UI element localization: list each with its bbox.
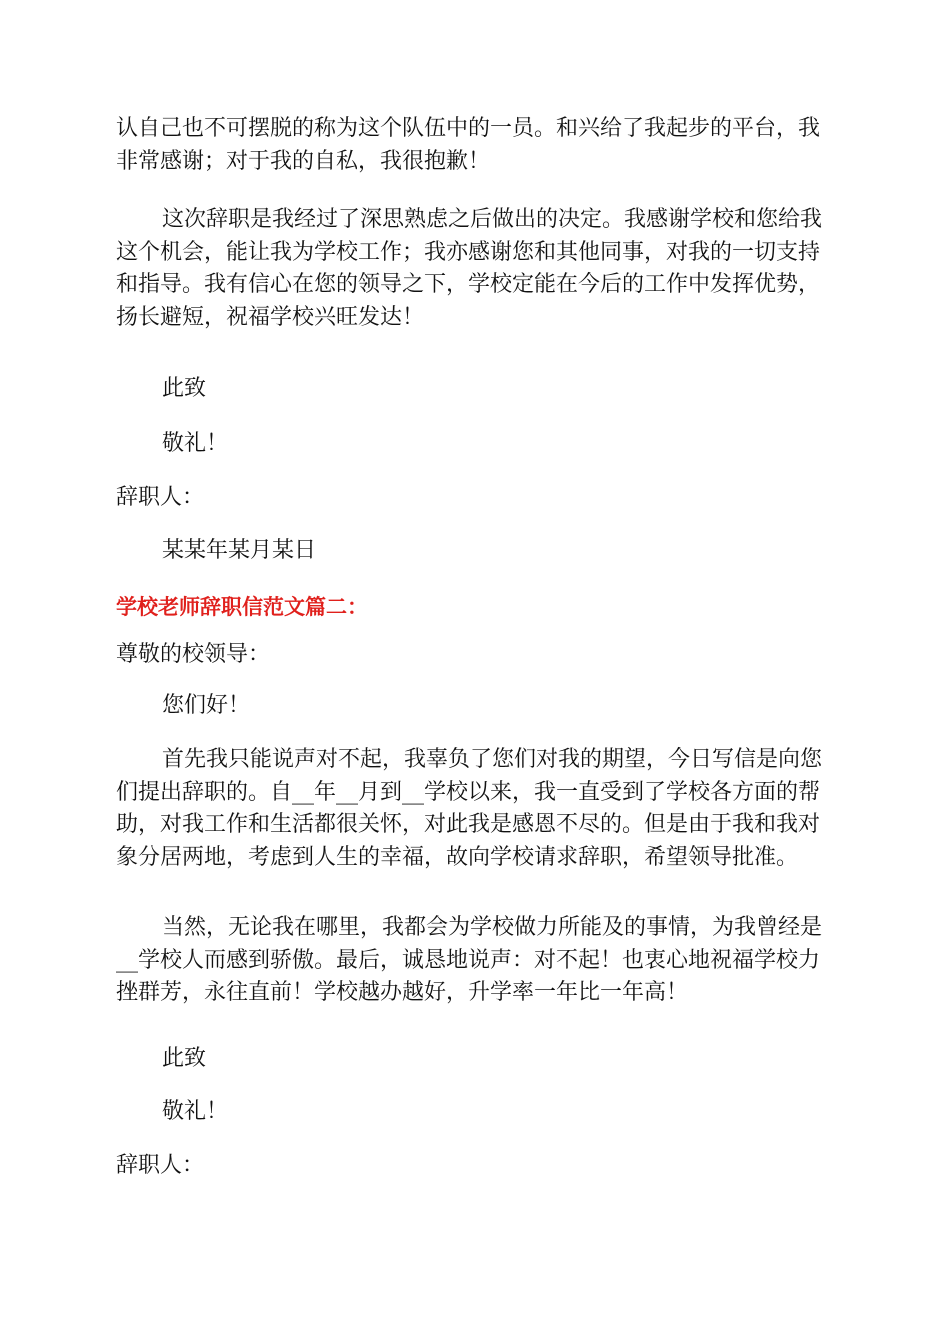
paragraph-decision	[116, 204, 836, 334]
text-line: 非常感谢；对于我的自私，我很抱歉！	[116, 148, 491, 174]
text-line: 助，对我工作和生活都很关怀，对此我是感恩不尽的。但是由于我和我对	[116, 812, 821, 837]
text-line: 当然，无论我在哪里，我都会为学校做力所能及的事情，为我曾经是	[162, 915, 823, 940]
paragraph-farewell	[116, 912, 836, 1010]
signer-label: 辞职人：	[116, 1153, 205, 1178]
text-line: 们提出辞职的。自__年__月到__学校以来，我一直受到了学校各方面的帮	[116, 779, 821, 805]
text-line: 认自己也不可摆脱的称为这个队伍中的一员。和兴给了我起步的平台，我	[116, 116, 821, 141]
date-line: 某某年某月某日	[162, 538, 317, 563]
signer-label: 辞职人：	[116, 485, 205, 510]
closing-line-2: 敬礼！	[162, 1099, 229, 1124]
text-line: __学校人而感到骄傲。最后，诚恳地说声：对不起！也衷心地祝福学校力	[116, 947, 821, 973]
text-line: 首先我只能说声对不起，我辜负了您们对我的期望，今日写信是向您	[162, 747, 823, 772]
salutation: 尊敬的校领导：	[116, 642, 271, 667]
paragraph-continuation	[116, 113, 836, 178]
text-line: 这次辞职是我经过了深思熟虑之后做出的决定。我感谢学校和您给我	[162, 207, 823, 232]
text-line: 和指导。我有信心在您的领导之下，学校定能在今后的工作中发挥优势，	[116, 272, 821, 297]
greeting: 您们好！	[162, 693, 251, 718]
text-line: 这个机会，能让我为学校工作；我亦感谢您和其他同事，对我的一切支持	[116, 239, 821, 265]
section-heading: 学校老师辞职信范文篇二：	[116, 595, 368, 619]
closing-line-1: 此致	[162, 1046, 207, 1071]
text-line: 扬长避短，祝福学校兴旺发达！	[116, 304, 425, 330]
closing-line-2: 敬礼！	[162, 431, 229, 456]
closing-line-1: 此致	[162, 376, 207, 401]
text-line: 挫群芳，永往直前！学校越办越好，升学率一年比一年高！	[116, 980, 689, 1005]
paragraph-apology	[116, 744, 836, 874]
text-line: 象分居两地，考虑到人生的幸福，故向学校请求辞职，希望领导批准。	[116, 844, 799, 870]
